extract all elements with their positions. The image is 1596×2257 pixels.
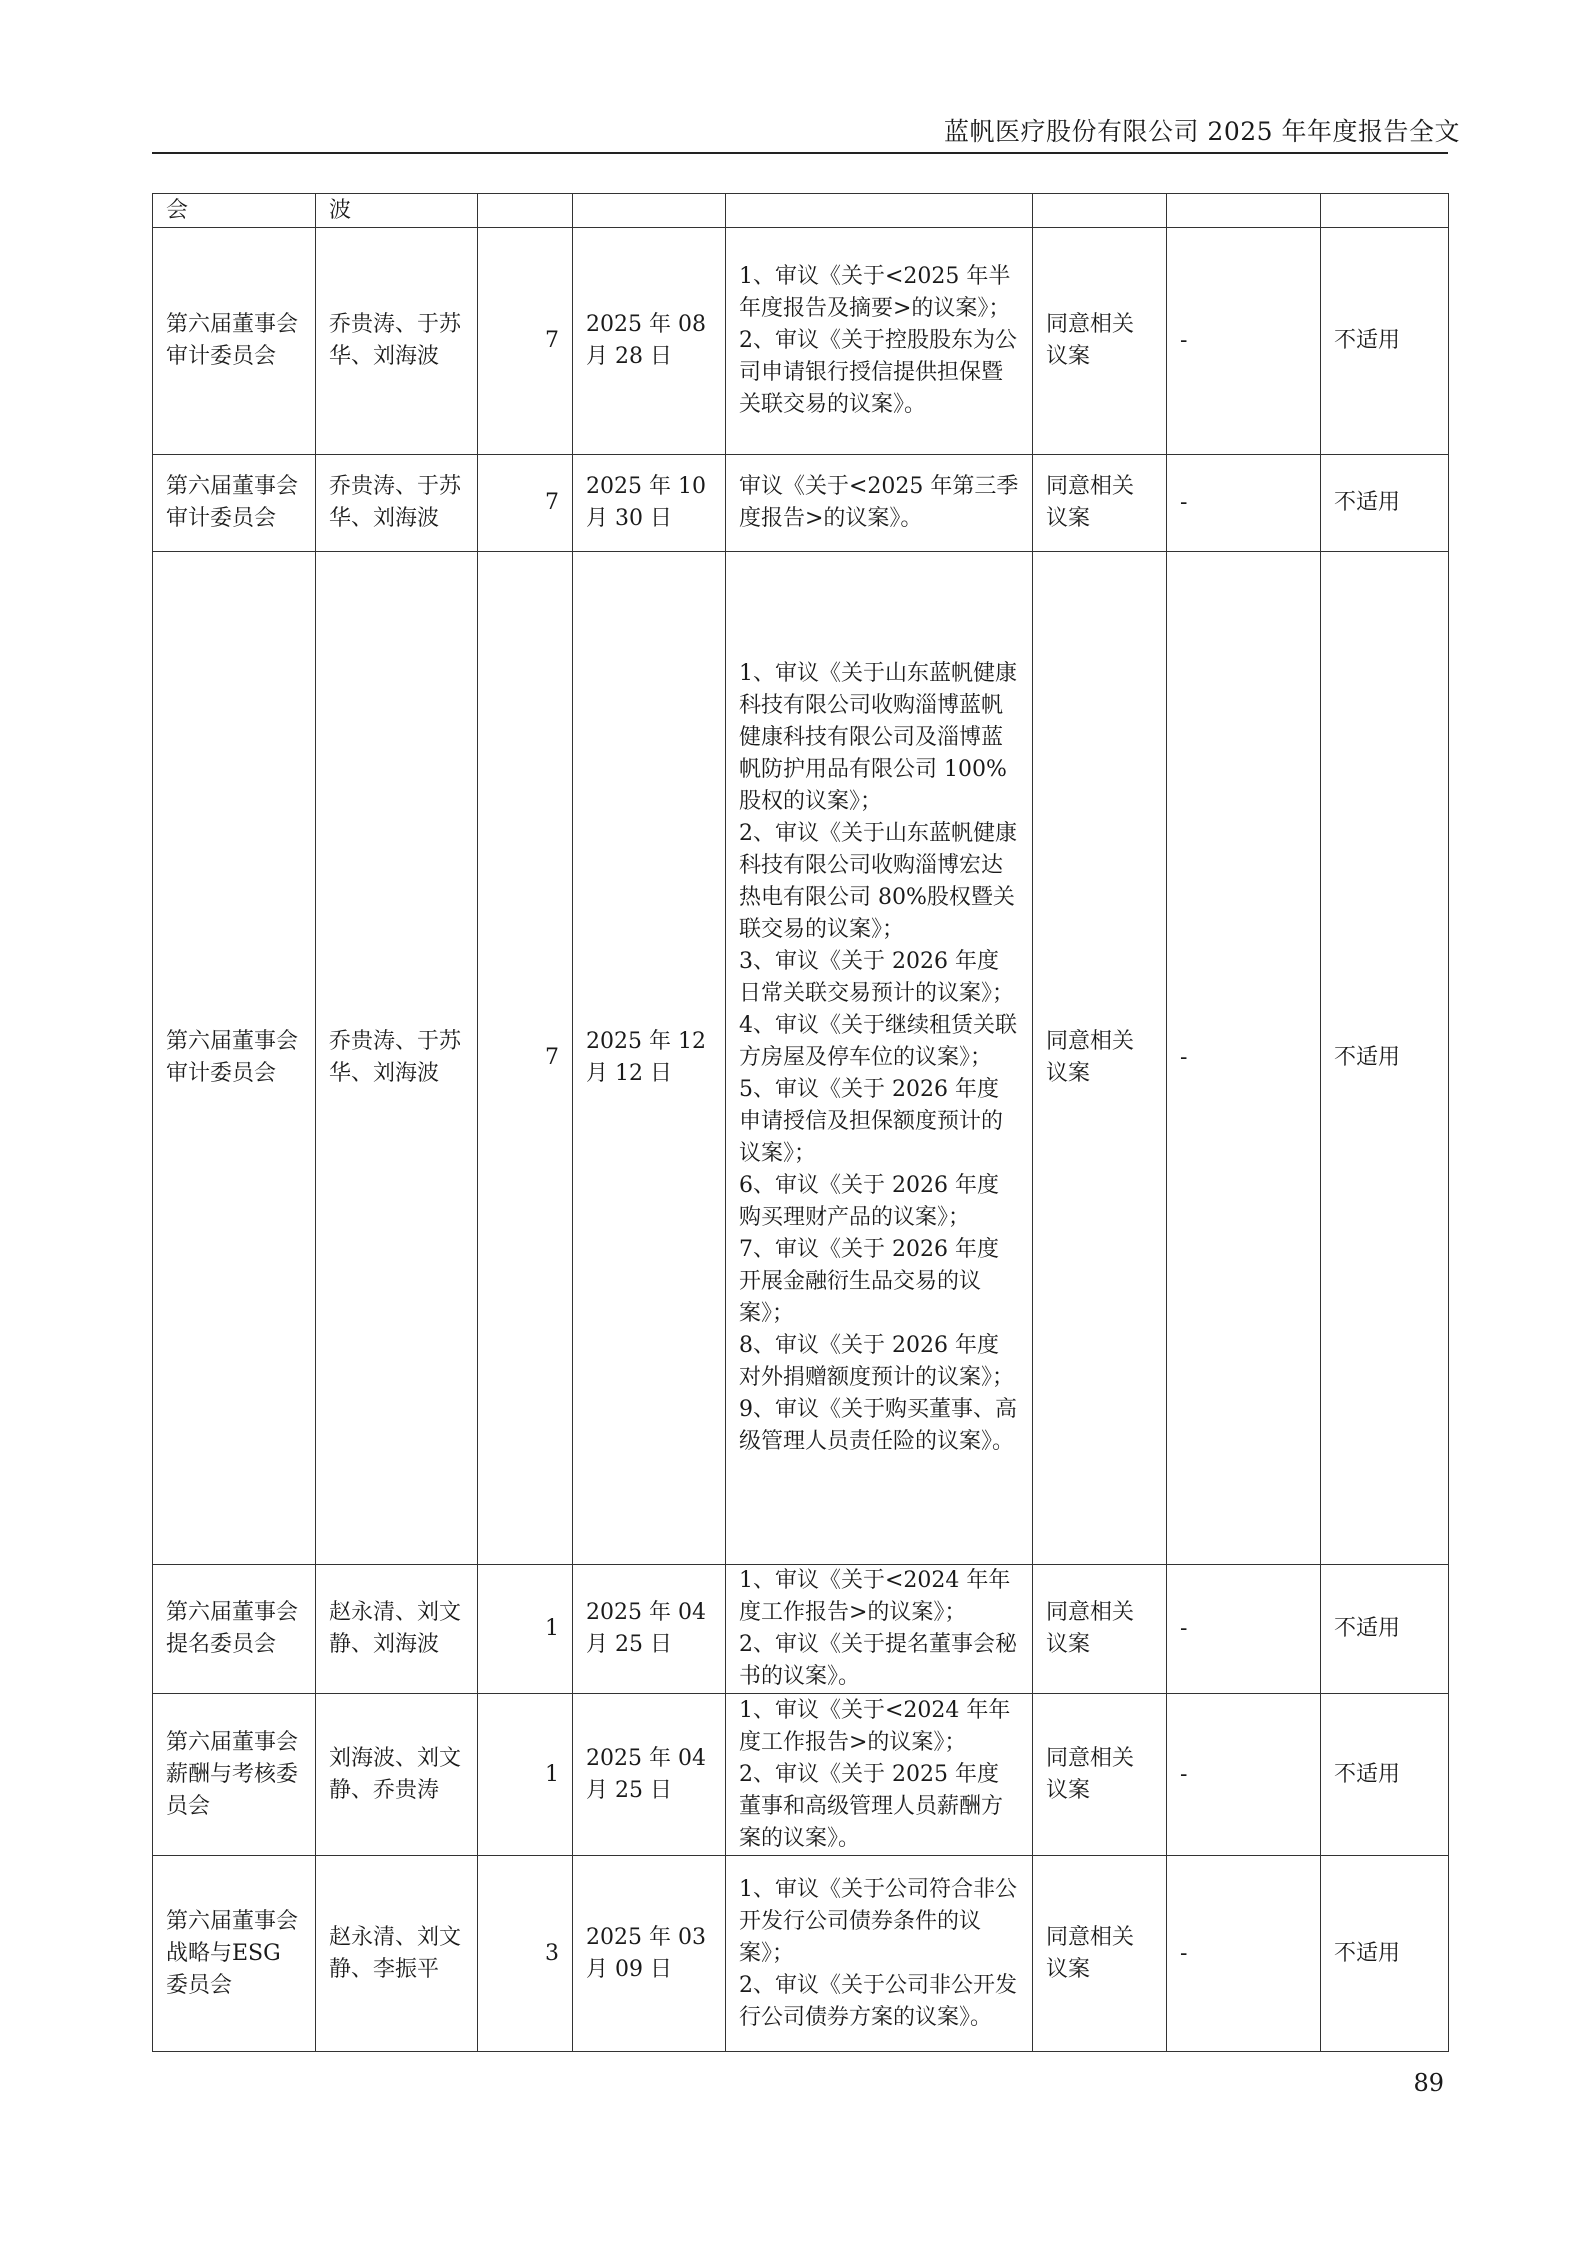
meeting-date-cell: 2025 年 12 月 12 日 (573, 552, 726, 1565)
resolution-item: 2、审议《关于公司非公开发行公司债券方案的议案》。 (739, 1972, 1017, 2030)
committee-name-cell: 第六届董事会审计委员会 (153, 228, 316, 455)
members-cell: 波 (316, 194, 478, 228)
objection-cell: 不适用 (1321, 1856, 1449, 2052)
header-divider (152, 152, 1448, 154)
objection-cell: 不适用 (1321, 1565, 1449, 1694)
committee-name-cell: 会 (153, 194, 316, 228)
members-cell: 刘海波、刘文静、乔贵涛 (316, 1694, 478, 1856)
page-number: 89 (1413, 2069, 1444, 2097)
opinion-cell: 同意相关议案 (1033, 228, 1167, 455)
resolution-item: 2、审议《关于 2025 年度董事和高级管理人员薪酬方案的议案》。 (739, 1761, 1004, 1851)
table-body (153, 194, 1449, 2052)
resolution-item: 6、审议《关于 2026 年度购买理财产品的议案》； (739, 1173, 999, 1230)
objection-cell: 不适用 (1321, 228, 1449, 455)
opinion-cell: 同意相关议案 (1033, 552, 1167, 1565)
objection-cell: 不适用 (1321, 1694, 1449, 1856)
attendance-count-cell: 7 (478, 552, 573, 1565)
committee-name-cell: 第六届董事会薪酬与考核委员会 (153, 1694, 316, 1856)
resolution-item: 2、审议《关于控股股东为公司申请银行授信提供担保暨关联交易的议案》。 (739, 328, 1017, 417)
opinion-cell (1033, 194, 1167, 228)
objection-cell: 不适用 (1321, 455, 1449, 552)
other-info-cell: - (1167, 1856, 1321, 2052)
meeting-date-cell (573, 194, 726, 228)
meeting-content-cell (726, 552, 1033, 1565)
meeting-content-cell (726, 1694, 1033, 1856)
meeting-date-cell: 2025 年 04 月 25 日 (573, 1694, 726, 1856)
resolution-item: 3、审议《关于 2026 年度日常关联交易预计的议案》； (739, 949, 1015, 1006)
opinion-cell: 同意相关议案 (1033, 455, 1167, 552)
meeting-content-cell (726, 455, 1033, 552)
attendance-count-cell: 7 (478, 228, 573, 455)
resolution-item: 1、审议《关于山东蓝帆健康科技有限公司收购淄博蓝帆健康科技有限公司及淄博蓝帆防护用品有限公司 100%股权的议案》； (739, 661, 1017, 814)
members-cell: 乔贵涛、于苏华、刘海波 (316, 455, 478, 552)
other-info-cell: - (1167, 1565, 1321, 1694)
attendance-count-cell: 1 (478, 1565, 573, 1694)
resolution-item: 8、审议《关于 2026 年度对外捐赠额度预计的议案》； (739, 1333, 1015, 1390)
resolution-item: 1、审议《关于<2025 年半年度报告及摘要>的议案》； (739, 264, 1011, 321)
table-row (153, 1856, 1449, 2052)
opinion-cell: 同意相关议案 (1033, 1694, 1167, 1856)
resolution-item: 5、审议《关于 2026 年度申请授信及担保额度预计的议案》； (739, 1077, 1004, 1166)
meeting-content-cell (726, 228, 1033, 455)
other-info-cell: - (1167, 455, 1321, 552)
meeting-date-cell: 2025 年 04 月 25 日 (573, 1565, 726, 1694)
meeting-date-cell: 2025 年 08 月 28 日 (573, 228, 726, 455)
table-row (153, 1565, 1449, 1694)
resolution-item: 9、审议《关于购买董事、高级管理人员责任险的议案》。 (739, 1397, 1017, 1454)
table-row (153, 552, 1449, 1565)
other-info-cell (1167, 194, 1321, 228)
committee-name-cell: 第六届董事会审计委员会 (153, 455, 316, 552)
attendance-count-cell: 1 (478, 1694, 573, 1856)
resolution-item: 7、审议《关于 2026 年度开展金融衍生品交易的议案》； (739, 1237, 999, 1326)
members-cell: 赵永清、刘文静、李振平 (316, 1856, 478, 2052)
resolution-item: 审议《关于<2025 年第三季度报告>的议案》。 (739, 474, 1019, 531)
meeting-content-cell (726, 1856, 1033, 2052)
other-info-cell: - (1167, 228, 1321, 455)
members-cell: 乔贵涛、于苏华、刘海波 (316, 228, 478, 455)
attendance-count-cell: 7 (478, 455, 573, 552)
meeting-date-cell: 2025 年 03 月 09 日 (573, 1856, 726, 2052)
members-cell: 赵永清、刘文静、刘海波 (316, 1565, 478, 1694)
meeting-date-cell: 2025 年 10 月 30 日 (573, 455, 726, 552)
table-row (153, 1694, 1449, 1856)
objection-cell: 不适用 (1321, 552, 1449, 1565)
resolution-item: 2、审议《关于提名董事会秘书的议案》。 (739, 1632, 1017, 1689)
objection-cell (1321, 194, 1449, 228)
resolution-item: 1、审议《关于<2024 年年度工作报告>的议案》； (739, 1568, 1011, 1625)
opinion-cell: 同意相关议案 (1033, 1565, 1167, 1694)
meeting-content-cell (726, 194, 1033, 228)
resolution-item: 1、审议《关于<2024 年年度工作报告>的议案》； (739, 1697, 1011, 1755)
resolution-item: 2、审议《关于山东蓝帆健康科技有限公司收购淄博宏达热电有限公司 80%股权暨关联交易的议案》； (739, 821, 1017, 942)
committee-name-cell: 第六届董事会审计委员会 (153, 552, 316, 1565)
table-row (153, 228, 1449, 455)
opinion-cell: 同意相关议案 (1033, 1856, 1167, 2052)
members-cell: 乔贵涛、于苏华、刘海波 (316, 552, 478, 1565)
other-info-cell: - (1167, 1694, 1321, 1856)
report-header-title: 蓝帆医疗股份有限公司 2025 年年度报告全文 (943, 117, 1460, 146)
table-row (153, 194, 1449, 228)
committee-name-cell: 第六届董事会提名委员会 (153, 1565, 316, 1694)
table-row (153, 455, 1449, 552)
attendance-count-cell (478, 194, 573, 228)
resolution-item: 4、审议《关于继续租赁关联方房屋及停车位的议案》； (739, 1013, 1017, 1070)
attendance-count-cell: 3 (478, 1856, 573, 2052)
meeting-content-cell (726, 1565, 1033, 1694)
other-info-cell: - (1167, 552, 1321, 1565)
resolution-item: 1、审议《关于公司符合非公开发行公司债券条件的议案》； (739, 1876, 1017, 1966)
committee-meetings-table (152, 193, 1449, 2052)
committee-name-cell: 第六届董事会战略与ESG 委员会 (153, 1856, 316, 2052)
